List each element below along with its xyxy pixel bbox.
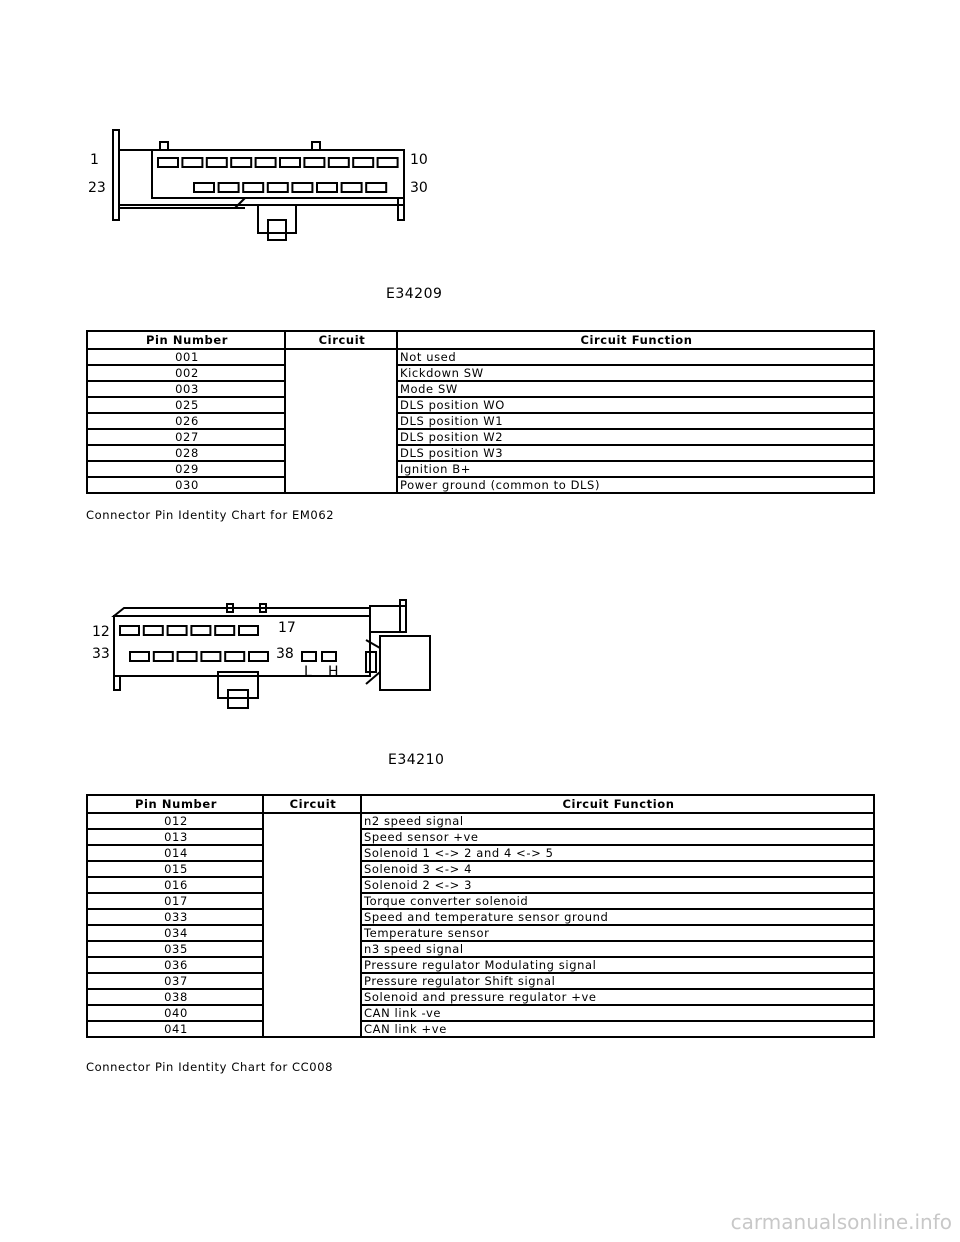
pin-slot [353,158,373,167]
pin-slot [249,652,268,661]
circuit-function-cell: DLS position W1 [397,413,874,429]
pin-number-cell: 030 [87,477,285,493]
caption-em062: Connector Pin Identity Chart for EM062 [86,508,335,522]
pin-label-17: 17 [278,620,296,636]
table-row [87,445,874,461]
table-row [87,893,874,909]
pin-slot [207,158,227,167]
pin-number-cell: 014 [87,845,263,861]
circuit-function-cell: Ignition B+ [397,461,874,477]
pin-slot [378,158,398,167]
pin-number-cell: 012 [87,813,263,829]
pin-number-cell: 036 [87,957,263,973]
circuit-function-cell: Mode SW [397,381,874,397]
diagram-id-e34210: E34210 [388,752,445,768]
pin-slot [215,626,234,635]
circuit-function-cell: Kickdown SW [397,365,874,381]
pin-label-12: 12 [92,624,110,640]
pin-slot [144,626,163,635]
pin-slot [201,652,220,661]
table-row [87,1021,874,1037]
pin-slot [225,652,244,661]
pin-number-cell: 040 [87,1005,263,1021]
pin-label-can-high: H [328,664,339,680]
table-row [87,861,874,877]
pin-number-cell: 026 [87,413,285,429]
connector-em062-diagram [80,120,440,250]
pin-slot [178,652,197,661]
table-row [87,845,874,861]
pin-number-cell: 038 [87,989,263,1005]
pin-label-can-low: L [304,664,312,680]
pin-slot [239,626,258,635]
circuit-function-cell: DLS position W3 [397,445,874,461]
circuit-function-cell: Solenoid 3 <-> 4 [361,861,874,877]
header-circuit: Circuit [263,795,361,813]
pin-slot [268,183,288,192]
circuit-function-cell: Torque converter solenoid [361,893,874,909]
pin-number-cell: 015 [87,861,263,877]
circuit-function-cell: DLS position W2 [397,429,874,445]
watermark-text: carmanualsonline.info [730,1210,952,1234]
pin-slot [219,183,239,192]
connector-cc008-diagram [80,596,440,716]
circuit-function-cell: Temperature sensor [361,925,874,941]
pin-number-cell: 035 [87,941,263,957]
pin-slot [256,158,276,167]
table-row [87,973,874,989]
pin-slot [231,158,251,167]
watermark-footer [0,1210,960,1234]
pin-label-1: 1 [90,152,99,168]
pin-table-cc008 [86,794,875,1038]
pin-slot [168,626,187,635]
table-row [87,397,874,413]
pin-slot [329,158,349,167]
pin-table-em062 [86,330,875,494]
pin-slot [317,183,337,192]
pin-number-cell: 002 [87,365,285,381]
pin-slot [292,183,312,192]
pin-slot [130,652,149,661]
header-pin-number: Pin Number [87,331,285,349]
pin-slot [342,183,362,192]
table-row [87,381,874,397]
header-circuit: Circuit [285,331,397,349]
pin-number-cell: 016 [87,877,263,893]
table-header-row [87,795,874,813]
pin-label-30: 30 [410,180,428,196]
table-row [87,413,874,429]
circuit-function-cell: Solenoid and pressure regulator +ve [361,989,874,1005]
pin-slot [322,652,336,661]
circuit-function-cell: Power ground (common to DLS) [397,477,874,493]
circuit-function-cell: Solenoid 2 <-> 3 [361,877,874,893]
table-row [87,349,874,365]
pin-number-cell: 003 [87,381,285,397]
circuit-function-cell: n2 speed signal [361,813,874,829]
circuit-cell [263,813,361,1037]
pin-number-cell: 033 [87,909,263,925]
pin-label-33: 33 [92,646,110,662]
table-header-row [87,331,874,349]
pin-slot [158,158,178,167]
pin-slot [304,158,324,167]
circuit-function-cell: Pressure regulator Shift signal [361,973,874,989]
pin-number-cell: 001 [87,349,285,365]
diagram-id-e34209: E34209 [386,286,443,302]
pin-number-cell: 041 [87,1021,263,1037]
pin-number-cell: 037 [87,973,263,989]
circuit-function-cell: Speed and temperature sensor ground [361,909,874,925]
circuit-function-cell: CAN link -ve [361,1005,874,1021]
table-row [87,365,874,381]
circuit-function-cell: Not used [397,349,874,365]
pin-number-cell: 027 [87,429,285,445]
table-row [87,1005,874,1021]
table-row [87,925,874,941]
circuit-function-cell: n3 speed signal [361,941,874,957]
pin-number-cell: 029 [87,461,285,477]
pin-slot [120,626,139,635]
circuit-cell [285,349,397,493]
pin-number-cell: 025 [87,397,285,413]
pin-number-cell: 034 [87,925,263,941]
pin-slot [191,626,210,635]
table-row [87,429,874,445]
pin-slot [243,183,263,192]
circuit-function-cell: Speed sensor +ve [361,829,874,845]
pin-slot [182,158,202,167]
table-row [87,989,874,1005]
table-row [87,477,874,493]
pin-number-cell: 013 [87,829,263,845]
pin-number-cell: 017 [87,893,263,909]
header-circuit-function: Circuit Function [361,795,874,813]
circuit-function-cell: Pressure regulator Modulating signal [361,957,874,973]
pin-label-23: 23 [88,180,106,196]
table-row [87,941,874,957]
pin-slot [302,652,316,661]
pin-slot [280,158,300,167]
caption-cc008: Connector Pin Identity Chart for CC008 [86,1060,334,1074]
header-pin-number: Pin Number [87,795,263,813]
table-row [87,829,874,845]
table-row [87,909,874,925]
table-row [87,461,874,477]
circuit-function-cell: Solenoid 1 <-> 2 and 4 <-> 5 [361,845,874,861]
pin-label-10: 10 [410,152,428,168]
pin-slot [194,183,214,192]
pin-number-cell: 028 [87,445,285,461]
table-row [87,813,874,829]
table-row [87,877,874,893]
pin-slot [366,183,386,192]
circuit-function-cell: DLS position WO [397,397,874,413]
pin-slot [154,652,173,661]
circuit-function-cell: CAN link +ve [361,1021,874,1037]
header-circuit-function: Circuit Function [397,331,874,349]
table-row [87,957,874,973]
pin-label-38: 38 [276,646,294,662]
